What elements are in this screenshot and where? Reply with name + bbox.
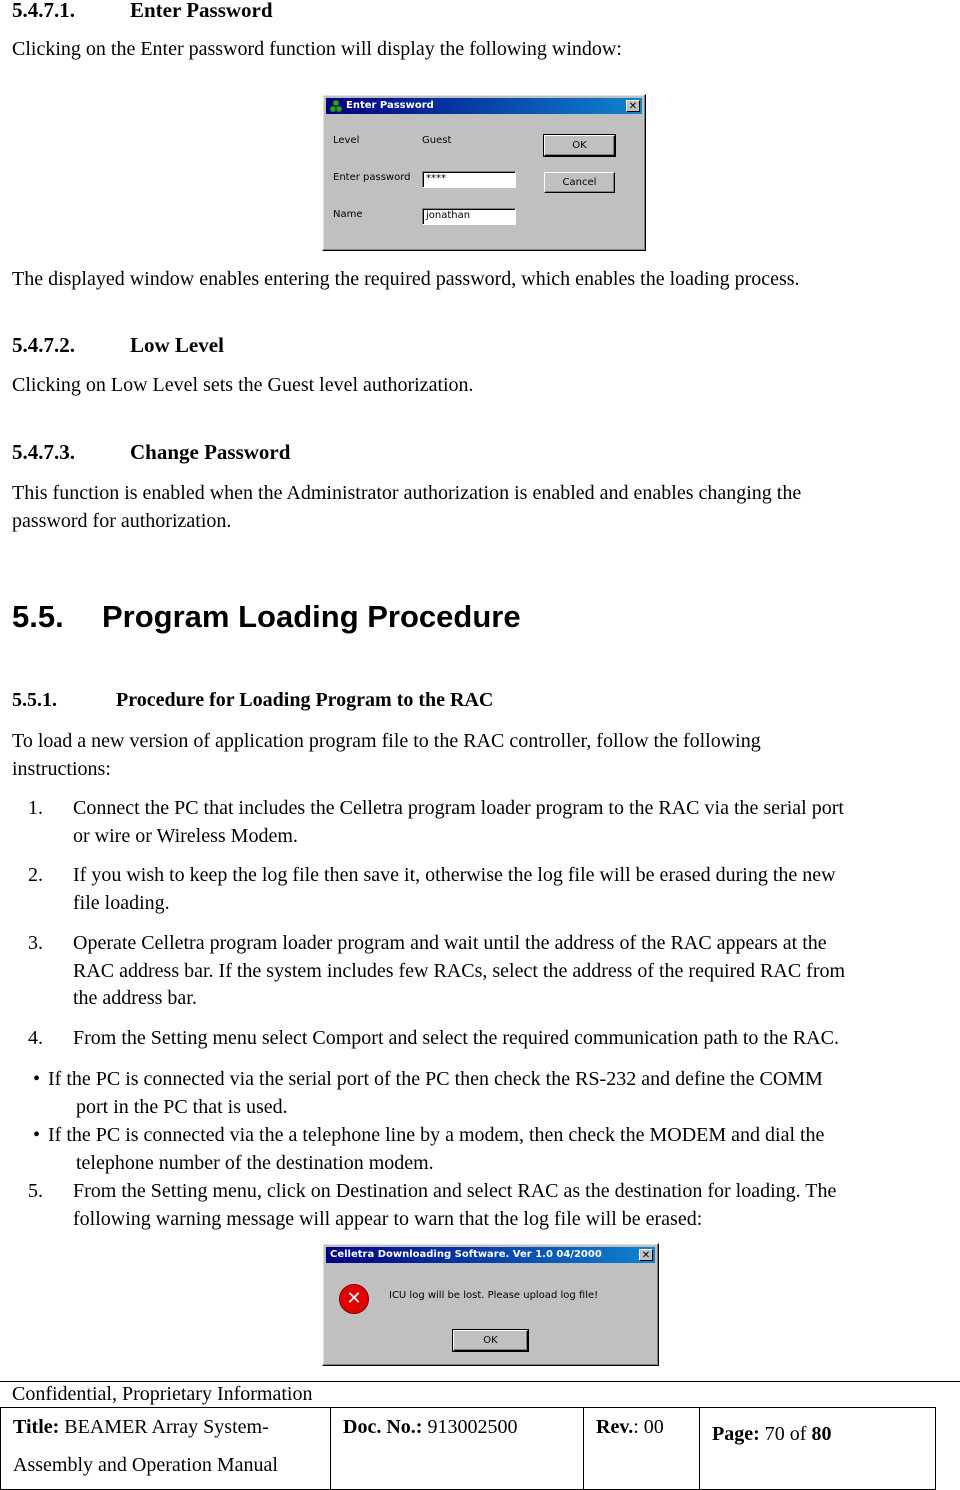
section-heading-5-4-7-1 [12,0,273,24]
dialog-title: Enter Password [346,100,434,111]
list-item-line: the address bar. [73,987,197,1009]
paragraph-line: instructions: [12,758,111,780]
paragraph: The displayed window enables entering the required password, which enables the loading process. [12,268,800,290]
list-item-line: From the Setting menu select Comport and select the required communication path to the RAC. [73,1027,839,1049]
section-number: 5.5. [12,599,64,634]
bullet-icon: • [33,1068,41,1090]
name-field[interactable]: jonathan [422,208,516,225]
section-heading-5-5-1 [12,686,493,714]
footer-page-cell: Page: 70 of 80 [700,1408,936,1490]
footer-divider [0,1381,960,1382]
error-icon: ✕ [339,1284,369,1314]
list-item-line: Operate Celletra program loader program and wait until the address of the RAC appears at the [73,932,827,954]
section-number: 5.4.7.3. [12,440,75,464]
section-number: 5.4.7.2. [12,333,75,357]
section-title: Low Level [130,333,224,357]
level-value: Guest [422,135,452,146]
app-logo-icon [329,99,343,113]
section-number: 5.4.7.1. [12,0,75,22]
bullet-icon: • [33,1124,41,1146]
dialog-titlebar [326,1247,655,1263]
dialog-title: Celletra Downloading Software. Ver 1.0 04/2000 [330,1249,602,1260]
list-item-line: file loading. [73,892,170,914]
paragraph: Clicking on the Enter password function will display the following window: [12,38,622,60]
section-number: 5.5.1. [12,689,57,711]
confidential-notice: Confidential, Proprietary Information [12,1383,313,1405]
list-number: 3. [28,932,43,954]
warning-message: ICU log will be lost. Please upload log file! [389,1290,599,1301]
list-number: 2. [28,864,43,886]
section-heading-5-4-7-3 [12,438,290,466]
footer-rev-cell: Rev.: 00 [584,1408,700,1490]
list-number: 4. [28,1027,43,1049]
password-label: Enter password [333,172,411,183]
cancel-button[interactable]: Cancel [544,172,615,193]
enter-password-dialog [322,94,646,251]
section-title: Change Password [130,440,291,464]
close-icon[interactable]: ✕ [639,1249,653,1261]
dialog-titlebar [326,98,642,114]
password-field[interactable]: **** [422,171,516,188]
name-label: Name [333,209,363,220]
ok-button[interactable]: OK [453,1330,528,1351]
section-heading-5-4-7-2 [12,331,224,359]
close-icon[interactable]: ✕ [626,100,640,112]
list-number: 1. [28,797,43,819]
list-item-line: From the Setting menu, click on Destination and select RAC as the destination for loading. The [73,1180,837,1202]
section-title: Program Loading Procedure [102,599,521,634]
footer-doc-cell: Doc. No.: 913002500 [331,1408,584,1490]
ok-button[interactable]: OK [544,135,615,156]
paragraph-line: To load a new version of application program file to the RAC controller, follow the following [12,730,761,752]
bullet-line: telephone number of the destination modem. [76,1152,434,1174]
level-label: Level [333,135,360,146]
footer-title-cell: Title: BEAMER Array System- Assembly and Operation Manual [1,1408,331,1490]
section-heading-5-5 [12,597,521,637]
list-item-line: Connect the PC that includes the Celletra program loader program to the RAC via the serial port [73,797,844,819]
list-number: 5. [28,1180,43,1202]
list-item-line: following warning message will appear to warn that the log file will be erased: [73,1208,703,1230]
list-item-line: RAC address bar. If the system includes few RACs, select the address of the required RAC from [73,960,846,982]
paragraph-line: password for authorization. [12,510,232,532]
section-title: Enter Password [130,0,273,22]
bullet-line: If the PC is connected via the serial port of the PC then check the RS-232 and define the COMM [48,1068,823,1090]
footer-table [0,1407,936,1490]
list-item-line: or wire or Wireless Modem. [73,825,298,847]
bullet-line: If the PC is connected via the a telephone line by a modem, then check the MODEM and dial the [48,1124,825,1146]
section-title: Procedure for Loading Program to the RAC [116,689,494,711]
paragraph-line: This function is enabled when the Administrator authorization is enabled and enables changing the [12,482,802,504]
paragraph: Clicking on Low Level sets the Guest level authorization. [12,374,474,396]
list-item-line: If you wish to keep the log file then save it, otherwise the log file will be erased during the new [73,864,836,886]
bullet-line: port in the PC that is used. [76,1096,288,1118]
warning-dialog [322,1243,659,1366]
